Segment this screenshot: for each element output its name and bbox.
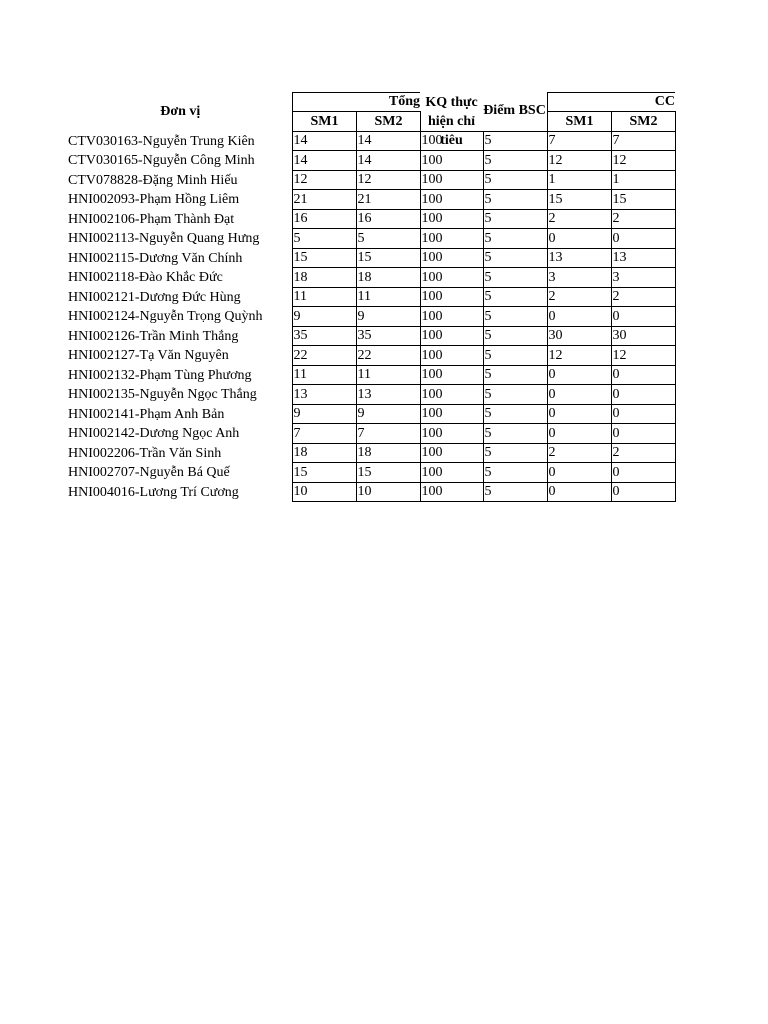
cc-sm1-cell: 0 [547, 365, 611, 385]
kq-cell: 100 [420, 404, 483, 424]
bsc-cell: 5 [483, 190, 547, 210]
table-row [68, 287, 675, 307]
table-row [68, 209, 675, 229]
kq-cell: 100 [420, 209, 483, 229]
bsc-cell: 5 [483, 326, 547, 346]
table-row [68, 131, 675, 151]
unit-cell: CTV030165-Nguyễn Công Minh [68, 151, 292, 171]
unit-cell: HNI002118-Đào Khắc Đức [68, 268, 292, 288]
total-sm2-cell: 18 [356, 443, 420, 463]
table-row [68, 248, 675, 268]
cc-sm2-cell: 2 [611, 287, 675, 307]
total-sm1-cell: 15 [292, 463, 356, 483]
total-sm2-cell: 10 [356, 482, 420, 502]
table-body [68, 131, 675, 502]
kq-cell: 100 [420, 326, 483, 346]
header-kq: KQ thực hiện chỉ tiêu [425, 94, 478, 148]
total-sm2-cell: 11 [356, 365, 420, 385]
unit-cell: HNI002132-Phạm Tùng Phương [68, 365, 292, 385]
bsc-cell: 5 [483, 268, 547, 288]
bsc-cell: 5 [483, 424, 547, 444]
total-sm1-cell: 13 [292, 385, 356, 405]
unit-cell: HNI002126-Trần Minh Thắng [68, 326, 292, 346]
header-cc: CC [547, 93, 675, 112]
kq-cell: 100 [420, 482, 483, 502]
total-sm2-cell: 7 [356, 424, 420, 444]
kq-cell: 100 [420, 424, 483, 444]
total-sm1-cell: 18 [292, 443, 356, 463]
cc-sm2-cell: 12 [611, 346, 675, 366]
cc-sm1-cell: 3 [547, 268, 611, 288]
total-sm2-cell: 22 [356, 346, 420, 366]
cc-sm2-cell: 0 [611, 307, 675, 327]
table-row [68, 346, 675, 366]
total-sm2-cell: 14 [356, 151, 420, 171]
kq-cell: 100 [420, 365, 483, 385]
table-row [68, 463, 675, 483]
total-sm2-cell: 15 [356, 463, 420, 483]
total-sm1-cell: 22 [292, 346, 356, 366]
cc-sm2-cell: 0 [611, 424, 675, 444]
unit-cell: HNI002135-Nguyễn Ngọc Thắng [68, 385, 292, 405]
cc-sm1-cell: 1 [547, 170, 611, 190]
total-sm1-cell: 7 [292, 424, 356, 444]
kq-cell: 100 [420, 248, 483, 268]
total-sm2-cell: 12 [356, 170, 420, 190]
kq-cell: 100 [420, 463, 483, 483]
cc-sm2-cell: 0 [611, 482, 675, 502]
total-sm1-cell: 5 [292, 229, 356, 249]
kq-cell: 100 [420, 307, 483, 327]
table-row [68, 385, 675, 405]
cc-sm1-cell: 12 [547, 346, 611, 366]
cc-sm1-cell: 0 [547, 307, 611, 327]
cc-sm1-cell: 0 [547, 424, 611, 444]
total-sm1-cell: 11 [292, 287, 356, 307]
total-sm2-cell: 9 [356, 404, 420, 424]
cc-sm2-cell: 2 [611, 209, 675, 229]
cc-sm1-cell: 0 [547, 385, 611, 405]
cc-sm1-cell: 2 [547, 443, 611, 463]
cc-sm1-cell: 0 [547, 482, 611, 502]
bsc-cell: 5 [483, 463, 547, 483]
cc-sm2-cell: 0 [611, 385, 675, 405]
bsc-cell: 5 [483, 151, 547, 171]
unit-cell: HNI002124-Nguyễn Trọng Quỳnh [68, 307, 292, 327]
bsc-cell: 5 [483, 209, 547, 229]
table-row [68, 229, 675, 249]
kq-cell: 100 [420, 170, 483, 190]
unit-cell: HNI002093-Phạm Hồng Liêm [68, 190, 292, 210]
kq-cell: 100 [420, 443, 483, 463]
kq-cell: 100 [420, 131, 483, 151]
total-sm1-cell: 18 [292, 268, 356, 288]
table-row [68, 268, 675, 288]
cc-sm1-cell: 7 [547, 131, 611, 151]
table-row [68, 443, 675, 463]
cc-sm1-cell: 13 [547, 248, 611, 268]
bsc-cell: 5 [483, 482, 547, 502]
cc-sm2-cell: 1 [611, 170, 675, 190]
header-unit: Đơn vị [160, 103, 201, 119]
bsc-cell: 5 [483, 307, 547, 327]
total-sm1-cell: 15 [292, 248, 356, 268]
unit-cell: HNI002106-Phạm Thành Đạt [68, 209, 292, 229]
cc-sm1-cell: 0 [547, 229, 611, 249]
total-sm1-cell: 12 [292, 170, 356, 190]
table-row [68, 170, 675, 190]
unit-cell: HNI002127-Tạ Văn Nguyên [68, 346, 292, 366]
cc-sm2-cell: 0 [611, 365, 675, 385]
total-sm2-cell: 14 [356, 131, 420, 151]
cc-sm2-cell: 13 [611, 248, 675, 268]
cc-sm2-cell: 12 [611, 151, 675, 171]
cc-sm1-cell: 2 [547, 209, 611, 229]
report-table [68, 92, 676, 502]
header-bsc: Điểm BSC [483, 102, 546, 118]
table-row [68, 482, 675, 502]
total-sm2-cell: 11 [356, 287, 420, 307]
header-total: Tổng [292, 93, 420, 112]
table-row [68, 307, 675, 327]
unit-cell: HNI002707-Nguyễn Bá Quế [68, 463, 292, 483]
unit-cell: CTV078828-Đặng Minh Hiếu [68, 170, 292, 190]
unit-cell: HNI002121-Dương Đức Hùng [68, 287, 292, 307]
kq-cell: 100 [420, 385, 483, 405]
unit-cell: CTV030163-Nguyễn Trung Kiên [68, 131, 292, 151]
kq-cell: 100 [420, 229, 483, 249]
cc-sm2-cell: 0 [611, 463, 675, 483]
header-cc-sm2: SM2 [611, 112, 675, 132]
total-sm2-cell: 18 [356, 268, 420, 288]
total-sm1-cell: 14 [292, 151, 356, 171]
total-sm1-cell: 35 [292, 326, 356, 346]
cc-sm1-cell: 2 [547, 287, 611, 307]
cc-sm1-cell: 15 [547, 190, 611, 210]
unit-cell: HNI002206-Trần Văn Sinh [68, 443, 292, 463]
bsc-cell: 5 [483, 346, 547, 366]
header-total-sm2: SM2 [356, 112, 420, 132]
table-row [68, 424, 675, 444]
total-sm1-cell: 14 [292, 131, 356, 151]
cc-sm2-cell: 3 [611, 268, 675, 288]
unit-cell: HNI002113-Nguyễn Quang Hưng [68, 229, 292, 249]
unit-cell: HNI002115-Dương Văn Chính [68, 248, 292, 268]
total-sm2-cell: 15 [356, 248, 420, 268]
cc-sm1-cell: 30 [547, 326, 611, 346]
bsc-cell: 5 [483, 248, 547, 268]
total-sm2-cell: 9 [356, 307, 420, 327]
table-row [68, 190, 675, 210]
cc-sm2-cell: 0 [611, 229, 675, 249]
total-sm1-cell: 9 [292, 404, 356, 424]
table-row [68, 151, 675, 171]
cc-sm2-cell: 7 [611, 131, 675, 151]
header-cc-sm1: SM1 [547, 112, 611, 132]
unit-cell: HNI004016-Lương Trí Cương [68, 482, 292, 502]
cc-sm2-cell: 0 [611, 404, 675, 424]
header-total-sm1: SM1 [292, 112, 356, 132]
table-row [68, 404, 675, 424]
kq-cell: 100 [420, 190, 483, 210]
total-sm1-cell: 9 [292, 307, 356, 327]
bsc-cell: 5 [483, 385, 547, 405]
bsc-cell: 5 [483, 287, 547, 307]
kq-cell: 100 [420, 151, 483, 171]
cc-sm2-cell: 30 [611, 326, 675, 346]
total-sm2-cell: 35 [356, 326, 420, 346]
cc-sm2-cell: 2 [611, 443, 675, 463]
cc-sm1-cell: 12 [547, 151, 611, 171]
bsc-cell: 5 [483, 443, 547, 463]
bsc-cell: 5 [483, 229, 547, 249]
kq-cell: 100 [420, 268, 483, 288]
total-sm2-cell: 13 [356, 385, 420, 405]
unit-cell: HNI002142-Dương Ngọc Anh [68, 424, 292, 444]
cc-sm1-cell: 0 [547, 404, 611, 424]
kq-cell: 100 [420, 287, 483, 307]
report-sheet [68, 92, 676, 502]
bsc-cell: 5 [483, 170, 547, 190]
unit-cell: HNI002141-Phạm Anh Bản [68, 404, 292, 424]
table-row [68, 365, 675, 385]
total-sm1-cell: 11 [292, 365, 356, 385]
cc-sm1-cell: 0 [547, 463, 611, 483]
total-sm2-cell: 5 [356, 229, 420, 249]
total-sm1-cell: 10 [292, 482, 356, 502]
kq-cell: 100 [420, 346, 483, 366]
cc-sm2-cell: 15 [611, 190, 675, 210]
total-sm2-cell: 16 [356, 209, 420, 229]
total-sm1-cell: 16 [292, 209, 356, 229]
table-row [68, 326, 675, 346]
bsc-cell: 5 [483, 131, 547, 151]
total-sm2-cell: 21 [356, 190, 420, 210]
total-sm1-cell: 21 [292, 190, 356, 210]
bsc-cell: 5 [483, 404, 547, 424]
bsc-cell: 5 [483, 365, 547, 385]
